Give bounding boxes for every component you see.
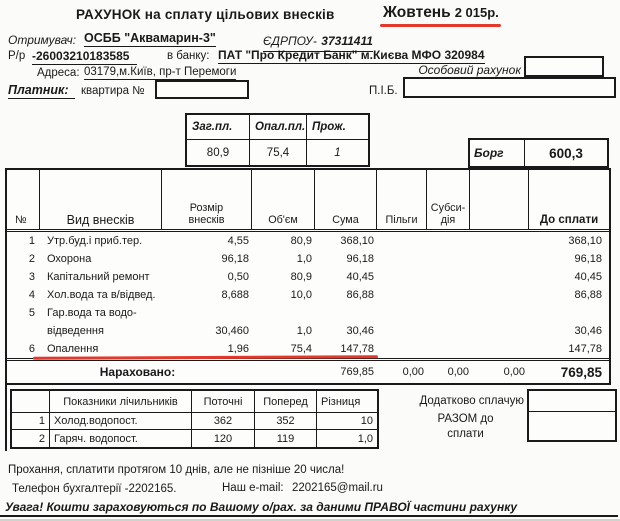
page-title: РАХУНОК на сплату цільових внесків [76,7,335,22]
billing-period-year: 2 015р. [454,5,499,20]
charge-benefits [377,286,427,304]
total-subsidy: 0,00 [447,366,469,378]
meter-row-previous: 119 [255,430,317,447]
meter-row-num: 1 [12,413,50,430]
charge-num: 3 [28,271,35,283]
bank-name: ПАТ "Про Кредит Банк" м.Києва МФО 320984 [218,48,485,62]
account-number-label: Р/р [8,50,26,62]
col-volume: Об'єм [252,170,315,229]
meters-table [10,389,379,449]
total-due-label-line1: РАЗОМ до [437,413,494,425]
charge-volume: 1,0 [296,325,312,337]
area-residents-label: Прож. [307,115,368,140]
charge-volume: 80,9 [290,271,312,283]
charge-sum: 40,45 [346,271,374,283]
meter-row-current: 120 [192,430,255,447]
fullname-label: П.І.Б. [369,85,398,97]
charge-subsidy [427,232,470,250]
charge-num: 4 [28,289,35,301]
charge-num [7,322,40,340]
charge-volume: 10,0 [290,289,312,301]
total-benefits: 0,00 [402,366,424,378]
payer-label: Платник: [8,83,75,99]
charge-num: 1 [28,235,35,247]
charge-extra [470,250,529,268]
debt-label: Борг [470,140,525,166]
total-label: Нараховано: [99,365,176,379]
personal-account-box [524,56,604,77]
charge-sum: 30,46 [346,325,374,337]
notice-text: Увага! Кошти зараховуються по Вашому о/рах. за даними ПРАВОЇ частини рахунку [5,500,518,514]
meters-col-difference: Різниця [317,391,377,413]
charge-name: Охорона [47,253,92,265]
charge-sum: 96,18 [346,253,374,265]
meters-col-name: Показники лічильників [50,391,192,413]
col-sum: Сума [315,170,377,229]
area-heated-label: Опал.пл. [250,115,307,140]
charge-sum: 86,88 [346,289,374,301]
charge-volume: 80,9 [290,235,312,247]
total-due: 769,85 [560,364,602,380]
charge-row [7,232,609,250]
meters-corner-cell [12,391,50,413]
charge-rate: 96,18 [221,253,249,265]
charge-rate: 0,50 [227,271,249,283]
area-total-label: Заг.пл. [187,115,250,140]
payment-box [527,389,617,442]
charge-subsidy [427,340,470,358]
notice-underline [0,515,618,517]
meter-row-current: 362 [192,413,255,430]
charge-name: відведення [47,325,104,337]
charge-due: 40,45 [574,271,602,283]
total-sum: 769,85 [340,366,374,378]
charge-due: 147,78 [568,343,602,355]
col-subsidy: Субси- дія [427,170,470,229]
charge-num: 5 [28,307,35,319]
charge-name: Гар.вода та водо- [47,307,137,319]
billing-period [383,4,499,22]
charge-benefits [377,250,427,268]
charge-sum: 147,78 [340,343,374,355]
recipient-name: ОСББ "Аквамарин-3" [84,31,216,45]
charge-subsidy [427,322,470,340]
edrpou-value: 37311411 [321,34,373,48]
additional-payment-label: Додатково сплачую [419,395,524,407]
apartment-label: квартира № [81,85,145,97]
charge-extra [470,340,529,358]
col-benefits: Пільги [377,170,427,229]
note-phone: Телефон бухгалтерії -2202165. [12,483,177,495]
charge-name: Опалення [47,343,99,355]
meter-row-name: Гаряч. водопост. [50,430,192,447]
meter-row-difference: 1,0 [357,432,373,445]
apartment-number-box [155,80,249,99]
recipient-label: Отримувач: [8,33,77,47]
charge-benefits [377,268,427,286]
charge-subsidy [427,250,470,268]
charge-sum: 368,10 [340,235,374,247]
meter-row-num: 2 [12,430,50,447]
charge-row [7,286,609,304]
charge-subsidy [427,268,470,286]
charge-rate: 30,460 [215,325,249,337]
charge-row [7,304,609,322]
charge-due [529,304,609,322]
charge-volume: 75,4 [290,343,312,355]
total-due-label-line2: сплати [447,428,484,440]
charge-extra [470,286,529,304]
charge-due: 30,46 [574,325,602,337]
meter-row-difference: 10 [317,413,377,430]
meter-row-previous: 352 [255,413,317,430]
charge-extra [470,268,529,286]
charge-benefits [377,232,427,250]
charge-due: 368,10 [568,235,602,247]
charge-benefits [377,340,427,358]
charge-num: 2 [28,253,35,265]
meters-col-previous: Поперед [255,391,317,413]
area-total-value: 80,9 [187,140,250,165]
col-due: До сплати [539,214,599,226]
charge-sum [315,304,377,322]
charge-name: Утр.буд.і приб.тер. [47,235,143,247]
area-heated-value: 75,4 [250,140,307,165]
col-num: № [7,170,40,229]
charge-benefits [377,322,427,340]
charge-row [7,250,609,268]
charge-extra [470,232,529,250]
charge-extra [470,322,529,340]
area-info-table [185,113,370,167]
charge-due: 96,18 [574,253,602,265]
charges-table-header [7,170,609,232]
charge-rate: 4,55 [227,235,249,247]
total-due-label [413,412,518,442]
charge-name: Хол.вода та в/відвед. [47,289,156,301]
meter-row-name: Холод.водопост. [50,413,192,430]
debt-value: 600,3 [549,145,583,161]
col-kind: Вид внесків [40,170,162,229]
bank-label: в банку: [167,50,210,62]
left-border-line [5,385,7,451]
col-rate: Розмір внесків [162,170,252,229]
address-label: Адреса: [37,67,80,79]
address-value: 03179,м.Київ, пр-т Перемоги [84,66,237,78]
note-email-label: Наш e-mail: [222,482,284,494]
charge-extra [470,304,529,322]
billing-period-month: Жовтень [383,4,451,21]
charge-subsidy [427,304,470,322]
charge-name: Капітальний ремонт [47,271,150,283]
additional-payment-box [529,391,615,412]
note-payment-terms: Прохання, сплатити протягом 10 днів, але не пізніше 20 числа! [8,464,345,476]
charge-rate: 8,688 [221,289,249,301]
charge-due: 86,88 [574,289,602,301]
charges-table-body [7,232,609,358]
total-extra: 0,00 [503,366,525,378]
personal-account-label: Особовий рахунок [418,63,521,77]
charge-volume: 1,0 [296,253,312,265]
meters-col-current: Поточні [192,391,255,413]
period-red-underline [380,24,501,27]
col-extra [470,170,529,229]
edrpou-label: ЄДРПОУ- [263,34,317,48]
charge-row [7,322,609,340]
charge-rate [162,304,252,322]
charges-table [5,168,611,385]
charge-rate: 1,96 [227,343,249,355]
charge-volume [252,304,315,322]
charges-total-row [7,358,609,383]
charge-row [7,268,609,286]
charge-subsidy [427,286,470,304]
charge-num: 6 [28,343,35,355]
note-email-value: 2202165@mail.ru [292,482,383,494]
account-number-value: -26003210183585 [32,49,137,65]
charge-benefits [377,304,427,322]
area-residents-value: 1 [334,146,341,159]
debt-box [468,138,609,168]
fullname-box [403,77,616,98]
